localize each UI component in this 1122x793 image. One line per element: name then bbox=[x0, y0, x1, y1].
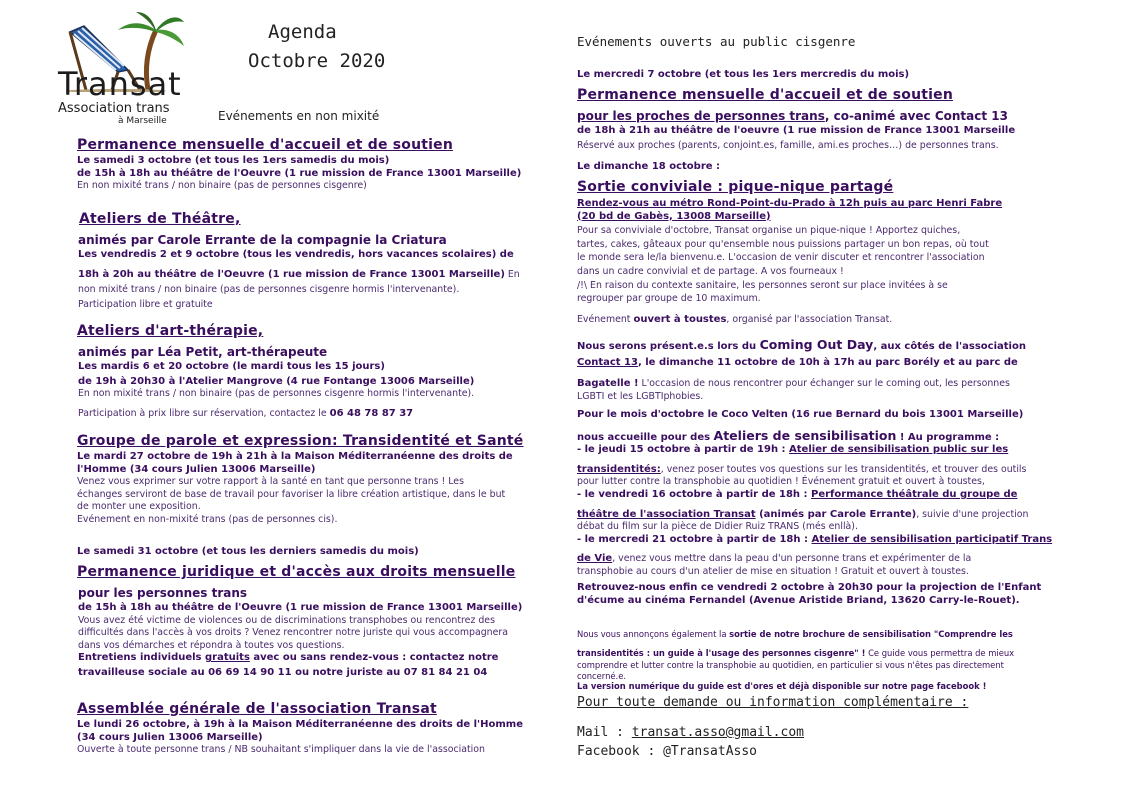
event-text: Bagatelle ! bbox=[577, 378, 639, 390]
event-note: tartes, cakes, gâteaux pour qu'ensemble nous puissions partager un bon repas, où tout bbox=[577, 238, 989, 250]
event-workshop: Performance théâtrale du groupe de bbox=[811, 488, 1018, 500]
event-note: , organisé par l'association Transat. bbox=[726, 313, 893, 325]
event-note: dans un cadre convivial et de partage. A vos fourneaux ! bbox=[577, 265, 844, 277]
event-title: Assemblée générale de l'association Transat bbox=[77, 701, 437, 717]
event-location: (34 cours Julien 13006 Marseille) bbox=[77, 731, 263, 743]
event-note: Venez vous exprimer sur votre rapport à la santé en tant que personne trans ! Les bbox=[77, 476, 464, 488]
event-note: Evénement en non-mixité trans (pas de personnes cis). bbox=[77, 513, 338, 525]
event-note: Pour sa conviviale d'octobre, Transat organise un pique-nique ! Apportez quiches, bbox=[577, 225, 961, 237]
event-date: Le mercredi 7 octobre (et tous les 1ers mercredis du mois) bbox=[577, 69, 910, 80]
brochure-text: Ce guide vous permettra de mieux bbox=[865, 648, 1015, 658]
event-note: regrouper par groupe de 10 maximum. bbox=[577, 293, 761, 305]
event-note: En non mixité trans / non binaire (pas de personnes cisgenre) bbox=[77, 180, 367, 192]
event-title: Permanence mensuelle d'accueil et de soutien bbox=[77, 137, 454, 153]
event-title: Permanence juridique et d'accès aux droits mensuelle bbox=[77, 564, 516, 580]
event-note: Ouverte à toute personne trans / NB souhaitant s'impliquer dans la vie de l'association bbox=[77, 744, 485, 756]
event-text: Retrouvez-nous enfin ce vendredi 2 octobre à 20h30 pour la projection de l'Enfant bbox=[577, 582, 1042, 593]
section-heading-public: Evénements ouverts au public cisgenre bbox=[577, 34, 856, 49]
event-block bbox=[77, 451, 537, 527]
event-workshop: théâtre de l'association Transat bbox=[577, 508, 756, 520]
event-location: de 15h à 18h au théâtre de l'Oeuvre (1 rue mission de France 13001 Marseille) bbox=[77, 167, 522, 179]
brochure-text: transidentités : un guide à l'usage des personnes cisgenre" ! bbox=[577, 648, 866, 658]
event-block bbox=[78, 249, 538, 311]
event-workshop: transidentités: bbox=[577, 463, 661, 475]
event-note: difficultés dans l'accès à vos droits ? Venez rencontrer notre juriste qui vous accompagnera bbox=[78, 627, 508, 639]
event-date: - le vendredi 16 octobre à partir de 18h : bbox=[577, 488, 811, 500]
logo-subtitle: Association trans bbox=[58, 101, 170, 116]
event-note: Participation libre et gratuite bbox=[78, 298, 213, 310]
event-note: Vous avez été victime de violences ou de discriminations transphobes ou rencontrez des bbox=[78, 614, 495, 626]
event-note: , venez vous mettre dans la peau d'un personne trans et expérimenter de la bbox=[612, 553, 972, 565]
event-date: Les vendredis 2 et 9 octobre (tous les vendredis, hors vacances scolaires) de bbox=[78, 249, 514, 260]
brochure-text: sortie de notre brochure de sensibilisation "Comprendre les bbox=[729, 629, 1013, 639]
event-block bbox=[78, 361, 538, 420]
brochure-text: Nous vous annonçons également la bbox=[577, 629, 730, 639]
event-note: En bbox=[504, 268, 520, 280]
event-text: ! Au programme : bbox=[896, 431, 1000, 443]
event-workshop: de Vie bbox=[577, 553, 613, 565]
event-subtitle-audience: pour les proches de personnes trans bbox=[577, 109, 825, 123]
brochure-text: comprendre et lutter contre la transphobie au quotidien, en particulier si vous n'êtes pas directement bbox=[577, 660, 1004, 670]
event-note: débat du film sur la pièce de Didier Ruiz TRANS (més enllà). bbox=[577, 521, 858, 533]
event-note: Evénement bbox=[577, 313, 634, 325]
event-note: dans vos démarches et répondra à toutes vos questions. bbox=[78, 639, 345, 651]
section-heading-non-mixite: Evénements en non mixité bbox=[218, 109, 380, 123]
event-location: 18h à 20h au théâtre de l'Oeuvre (1 rue mission de France 13001 Marseille) bbox=[78, 268, 505, 280]
event-block bbox=[77, 155, 537, 193]
brochure-block bbox=[577, 622, 1057, 692]
event-location: de 18h à 21h au théâtre de l'oeuvre (1 rue mission de France 13001 Marseille bbox=[577, 125, 1016, 136]
event-note: le monde sera le/la bienvenu.e. L'occasion de venir discuter et rencontrer l'association bbox=[577, 252, 985, 264]
event-note: pour lutter contre la transphobie au quotidien ! Événement gratuit et ouvert à toustes, bbox=[577, 476, 985, 488]
event-location: Rendez-vous au métro Rond-Point-du-Prado à 12h puis au parc Henri Fabre bbox=[577, 198, 1003, 209]
event-workshop: Atelier de sensibilisation participatif Trans bbox=[811, 533, 1053, 545]
event-block bbox=[577, 125, 1047, 152]
event-contact: gratuits bbox=[205, 652, 250, 664]
event-location: de 15h à 18h au théâtre de l'Oeuvre (1 rue mission de France 13001 Marseille) bbox=[78, 602, 523, 613]
event-date: Les mardis 6 et 20 octobre (le mardi tous les 15 jours) bbox=[78, 361, 385, 372]
event-text: d'écume au cinéma Fernandel (Avenue Aristide Briand, 13620 Carry-le-Rouet). bbox=[577, 594, 1020, 606]
event-note: , suivie d'une projection bbox=[916, 508, 1029, 520]
event-block bbox=[78, 602, 538, 680]
contact-heading: Pour toute demande ou information complémentaire : bbox=[577, 695, 969, 710]
event-note: /!\ En raison du contexte sanitaire, les personnes seront sur place invitées à se bbox=[577, 279, 948, 291]
contact-facebook: Facebook : @TransatAsso bbox=[577, 744, 758, 759]
page-title-agenda: Agenda bbox=[268, 21, 337, 43]
phone-number: 06 48 78 87 37 bbox=[329, 407, 414, 419]
event-title: Sortie conviviale : pique-nique partagé bbox=[577, 179, 894, 195]
event-note: ouvert à toustes bbox=[633, 313, 727, 325]
event-text: nous accueille pour des bbox=[577, 431, 714, 443]
event-block bbox=[77, 719, 537, 757]
event-note: LGBTI et les LGBTIphobies. bbox=[577, 390, 704, 402]
event-note: transphobie au cours d'un atelier de mise en situation ! Gratuit et ouvert à toustes. bbox=[577, 565, 969, 577]
event-note: non mixité trans / non binaire (pas de personnes cisgenre hormis l'intervenante). bbox=[78, 284, 460, 296]
event-block bbox=[577, 339, 1057, 403]
event-block bbox=[577, 409, 1057, 579]
event-text: , le dimanche 11 octobre de 10h à 17h au parc Borély et au parc de bbox=[637, 356, 1018, 368]
event-subtitle: animés par Carole Errante de la compagnie la Criatura bbox=[78, 233, 447, 247]
event-date: Le mardi 27 octobre de 19h à 21h à la Maison Méditerranéenne des droits de bbox=[77, 451, 513, 462]
partner-link[interactable]: Contact 13 bbox=[577, 356, 638, 368]
event-contact: Entretiens individuels bbox=[78, 652, 205, 664]
event-subtitle bbox=[577, 109, 1008, 123]
event-note: Réservé aux proches (parents, conjoint.es, famille, ami.es proches…) de personnes trans. bbox=[577, 139, 999, 151]
event-text: , aux côtés de l'association bbox=[873, 341, 1026, 352]
event-date: - le jeudi 15 octobre à partir de 19h : bbox=[577, 444, 790, 456]
event-note: L'occasion de nous rencontrer pour échanger sur le coming out, les personnes bbox=[638, 378, 1010, 390]
event-title: Ateliers d'art-thérapie, bbox=[77, 323, 264, 339]
event-block bbox=[577, 198, 1047, 326]
event-note: de monter une exposition. bbox=[77, 501, 201, 513]
event-workshop: Atelier de sensibilisation public sur les bbox=[789, 444, 1009, 456]
event-workshop: (animés par Carole Errante) bbox=[755, 508, 917, 520]
event-subtitle-partner: , co-animé avec Contact 13 bbox=[824, 109, 1008, 123]
event-subtitle: animés par Léa Petit, art-thérapeute bbox=[78, 345, 328, 359]
event-title: Permanence mensuelle d'accueil et de soutien bbox=[577, 87, 954, 103]
event-note: En non mixité trans / non binaire (pas de personnes cisgenre hormis l'intervenante). bbox=[78, 388, 475, 400]
contact-mail-label: Mail : bbox=[577, 725, 632, 740]
event-date: Le dimanche 18 octobre : bbox=[577, 161, 721, 172]
brochure-text: La version numérique du guide est d'ores et déjà disponible sur notre page facebook ! bbox=[577, 681, 987, 691]
event-location: Pour le mois d'octobre le Coco Velten (16 rue Bernard du bois 13001 Marseille) bbox=[577, 409, 1024, 420]
event-text: Nous serons présent.e.s lors du bbox=[577, 341, 760, 352]
logo bbox=[56, 12, 186, 130]
event-contact: avec ou sans rendez-vous : contactez notre bbox=[249, 652, 499, 664]
event-location: l'Homme (34 cours Julien 13006 Marseille) bbox=[77, 463, 316, 475]
logo-name: Transat bbox=[58, 65, 182, 103]
event-date: Le samedi 3 octobre (et tous les 1ers samedis du mois) bbox=[77, 155, 390, 166]
event-location: de 19h à 20h30 à l'Atelier Mangrove (4 rue Fontange 13006 Marseille) bbox=[78, 375, 475, 387]
event-subtitle: pour les personnes trans bbox=[78, 586, 248, 600]
event-date: Le lundi 26 octobre, à 19h à la Maison Méditerranéenne des droits de l'Homme bbox=[77, 719, 523, 730]
contact-email-link[interactable]: transat.asso@gmail.com bbox=[631, 725, 804, 740]
event-title: Ateliers de Théâtre, bbox=[79, 211, 241, 227]
event-block bbox=[577, 582, 1057, 607]
event-highlight: Coming Out Day bbox=[759, 337, 874, 352]
event-note: échanges serviront de base de travail pour favoriser la libre création artistique, dans le but bbox=[77, 488, 506, 500]
contact-mail-row bbox=[577, 724, 804, 741]
event-date: Le samedi 31 octobre (et tous les derniers samedis du mois) bbox=[77, 546, 419, 557]
event-note: Participation à prix libre sur réservation, contactez le bbox=[78, 407, 330, 419]
event-note: , venez poser toutes vos questions sur les transidentités, et trouver des outils bbox=[660, 463, 1027, 475]
event-contact: travailleuse sociale au 06 69 14 90 11 ou notre juriste au 07 81 84 21 04 bbox=[78, 666, 488, 678]
logo-city: à Marseille bbox=[118, 116, 167, 126]
page-title-month: Octobre 2020 bbox=[248, 50, 386, 72]
event-highlight: Ateliers de sensibilisation bbox=[713, 427, 897, 443]
brochure-text: concerné.e. bbox=[577, 670, 627, 681]
event-location: (20 bd de Gabès, 13008 Marseille) bbox=[577, 210, 771, 222]
event-title: Groupe de parole et expression: Transidentité et Santé bbox=[77, 433, 524, 449]
event-date: - le mercredi 21 octobre à partir de 18h : bbox=[577, 533, 812, 545]
